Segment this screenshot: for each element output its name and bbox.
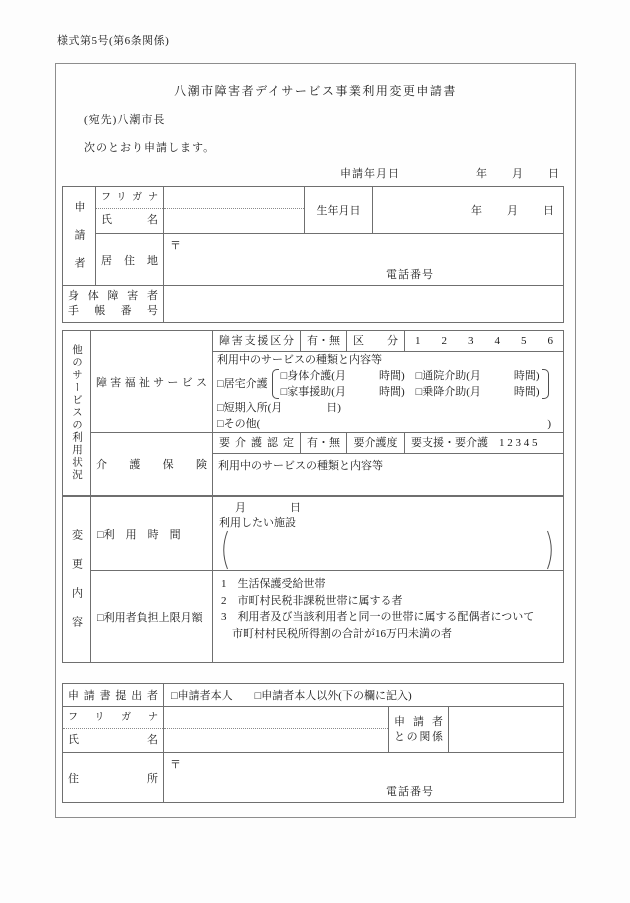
other-services-side-label: 他のサービスの利用状況: [63, 331, 91, 496]
kaigo-insurance-label: 介護保険: [91, 433, 213, 496]
addressee-line: (宛先)八潮市長: [84, 114, 166, 126]
other-service-checkbox: □その他(: [217, 418, 261, 430]
cost-limit-item-2: 2 市町村民税非課税世帯に属する者: [221, 594, 403, 607]
relation-entry-cell: [449, 707, 564, 753]
support-category-header: [213, 331, 563, 352]
application-date-line: [56, 165, 575, 179]
cost-limit-item-1: 1 生活保護受給世帯: [221, 578, 326, 590]
application-date-label: 申請年月日: [340, 168, 400, 180]
submitter-furigana-label: フリガナ: [63, 707, 163, 729]
usage-time-checkbox-label: □利 用 時 間: [91, 497, 213, 571]
submitter-label: 申請書提出者: [63, 684, 164, 707]
phone-label: 電話番号: [386, 269, 434, 281]
page-title: 八潮市障害者デイサービス事業利用変更申請書: [174, 84, 457, 98]
handbook-row: [63, 286, 564, 323]
birthdate-label: 生年月日: [305, 187, 373, 234]
application-date-ymd: 年 月 日: [476, 168, 560, 180]
submitter-address-entry-cell: [164, 753, 564, 803]
applicant-address-row: [63, 234, 564, 286]
cost-limit-content: [213, 571, 564, 663]
other-service-line: [217, 416, 559, 432]
kaigo-level-label: 要介護度: [347, 433, 405, 453]
bracket-right-icon: [542, 369, 549, 399]
home-care-checkbox: □居宅介護: [217, 378, 268, 390]
support-category-label: 障害支援区分: [213, 331, 301, 351]
other-services-table: [62, 330, 564, 496]
welfare-service-row: [63, 331, 564, 433]
submitter-table: [62, 683, 564, 803]
applicant-side-label: 申請者: [63, 187, 96, 286]
desired-facility-label: 利用したい施設: [219, 517, 296, 529]
home-care-group: [217, 368, 559, 400]
paren-left-icon: [218, 530, 229, 570]
welfare-service-label: 障害福祉サービス: [91, 331, 213, 433]
welfare-service-content: [213, 331, 564, 433]
support-category-yesno: 有・無: [301, 331, 347, 351]
care-option-line1: □身体介護(月 時間) □通院介助(月 時間): [280, 370, 540, 382]
submitter-phone-label: 電話番号: [386, 786, 434, 798]
service-kinds-line: 利用中のサービスの種類と内容等: [217, 354, 382, 366]
name-label: 氏名: [101, 214, 158, 226]
submitter-postal-mark: 〒: [170, 759, 181, 771]
cost-limit-item-3b: 市町村村民税所得割の合計が16万円未満の者: [221, 627, 452, 640]
submitter-address-row: [63, 753, 564, 803]
intro-line: 次のとおり申請します。: [84, 142, 216, 154]
birthdate-entry-cell: 年 月 日: [373, 187, 564, 234]
applicant-table: [62, 186, 564, 323]
submitter-options: □申請者本人 □申請者本人以外(下の欄に記入): [164, 684, 564, 707]
cost-limit-checkbox-label: □利用者負担上限月額: [91, 571, 213, 663]
kaigo-certification-label: 要介護認定: [213, 433, 301, 453]
cost-limit-item-3: 3 利用者及び当該利用者と同一の世帯に属する配偶者について: [221, 611, 535, 623]
cost-limit-list: [213, 571, 563, 642]
cost-limit-row: [63, 571, 564, 663]
submitter-name-label: 氏名: [68, 734, 158, 746]
handbook-number-label: 身体障害者 手帳番号: [63, 286, 164, 323]
submitter-name-entry-cell: [164, 707, 389, 753]
welfare-service-detail: [213, 352, 563, 432]
relation-label-cell: 申請者 との関係: [389, 707, 449, 753]
submitter-address-label: 住所: [63, 753, 164, 803]
other-service-close-paren: ): [547, 418, 551, 430]
kaigo-insurance-content: [213, 433, 564, 496]
postal-mark: 〒: [170, 240, 181, 252]
furigana-label: フリガナ: [96, 187, 163, 209]
paren-right-icon: [546, 530, 557, 570]
submitter-type-row: [63, 684, 564, 707]
residence-entry-cell: [164, 234, 564, 286]
submitter-furigana-name-label-cell: [63, 707, 164, 753]
furigana-name-label-cell: [96, 187, 164, 234]
usage-time-row: [63, 497, 564, 571]
residence-label: 居住地: [96, 234, 164, 286]
kaigo-insurance-row: [63, 433, 564, 496]
bracket-left-icon: [272, 369, 279, 399]
kaigo-service-kinds-line: 利用中のサービスの種類と内容等: [218, 460, 383, 472]
usage-time-month-day: 月 日: [235, 502, 301, 514]
usage-time-content: [213, 497, 564, 571]
furigana-entry-line: [164, 187, 304, 209]
care-option-line2: □家事援助(月 時間) □乗降介助(月 時間): [280, 386, 540, 398]
submitter-furigana-entry-line: [164, 707, 388, 729]
change-content-side-label: 変更内容: [63, 497, 91, 663]
handbook-number-entry-cell: [164, 286, 564, 323]
form-border-box: [55, 63, 576, 818]
change-content-table: [62, 496, 564, 663]
name-entry-cell: [164, 187, 305, 234]
category-numbers: 1 2 3 4 5 6: [415, 335, 553, 347]
kaigo-certification-header: [213, 433, 563, 454]
category-label: 区分: [347, 331, 405, 351]
applicant-name-row: [63, 187, 564, 234]
kaigo-level-values: 要支援・要介護 1 2 3 4 5: [411, 437, 538, 449]
kaigo-certification-yesno: 有・無: [301, 433, 347, 453]
submitter-name-row: [63, 707, 564, 753]
short-stay-checkbox: □短期入所(月 日): [217, 402, 341, 414]
home-care-options: [281, 368, 540, 400]
form-code: 様式第5号(第6条関係): [57, 35, 170, 47]
